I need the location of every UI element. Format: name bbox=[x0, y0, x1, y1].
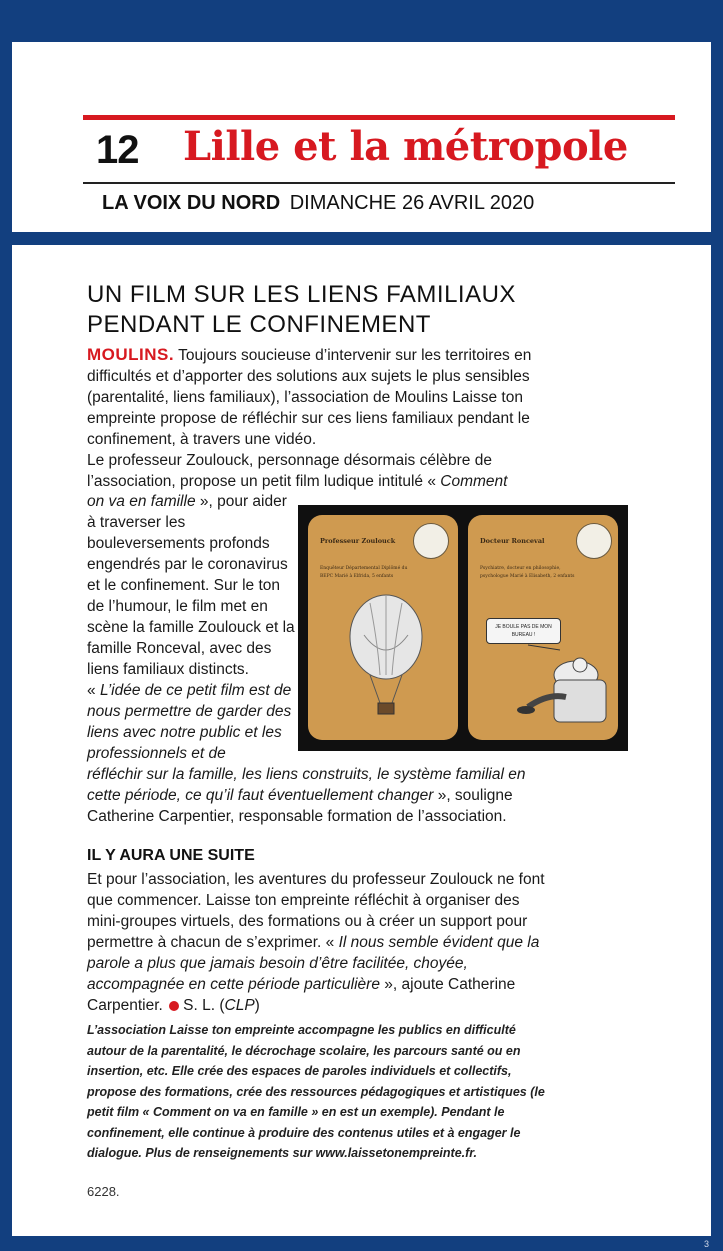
quote-1-attribution: », souligne Catherine Carpentier, responsable formation de l’association. bbox=[87, 787, 513, 825]
card-title-zoulouck: Professeur Zoulouck bbox=[320, 537, 396, 545]
hot-air-balloon-icon bbox=[308, 515, 458, 740]
paragraph-2-rest: », pour aider à traverser les bouleversements profonds engendrés par le coronavirus et le confinement. Sur le ton de l’humour, le film met en scène la famille Zoulouck et la famille Ronceval, avec des liens familiaux distincts. bbox=[87, 493, 295, 678]
frame-right bbox=[711, 0, 723, 1251]
quote-1-part-2: réfléchir sur la famille, les liens construits, le système familial en cette période, ce qu’il faut éventuellement changer bbox=[87, 766, 526, 804]
card-info-ronceval: Psychiatre, docteur en philosophie, psychologue Marié à Elisabeth, 2 enfants bbox=[480, 566, 575, 579]
publication-date: DIMANCHE 26 AVRIL 2020 bbox=[289, 192, 535, 214]
header-divider bbox=[83, 182, 675, 184]
film-title-part-1: Comment bbox=[440, 473, 508, 490]
subheading: IL Y AURA UNE SUITE bbox=[87, 847, 255, 864]
film-title-part-2: on va en famille bbox=[87, 493, 196, 510]
paragraph-1: Toujours soucieuse d’intervenir sur les territoires en difficultés et d’apporter des solutions aux sujets le plus sensibles (parentalité, liens familiaux), l’association de Moulins Laisse ton empreinte propose de réfléchir sur ces liens familiaux pendant le confinement, à travers une vidéo. bbox=[87, 347, 532, 448]
article-ending bbox=[87, 869, 547, 1016]
seated-doctor-illustration-icon bbox=[468, 515, 618, 740]
film-still-photo bbox=[298, 505, 628, 751]
quote-open: « bbox=[87, 682, 100, 699]
signature-agency: CLP bbox=[224, 997, 255, 1014]
character-card-zoulouck bbox=[308, 515, 458, 740]
article-column bbox=[87, 491, 299, 764]
quote-2-attribution: », ajoute Catherine Carpentier. bbox=[87, 976, 516, 1014]
signature bbox=[183, 997, 260, 1014]
quote-1-part-1: L’idée de ce petit film est de nous permettre de garder des liens avec notre public et les professionnels et de bbox=[87, 682, 292, 762]
frame-left bbox=[0, 0, 12, 1251]
article-continuation bbox=[87, 764, 547, 827]
frame-bottom bbox=[0, 1236, 723, 1251]
speech-bubble: JE BOULE PAS DE MON BUREAU ! bbox=[486, 618, 561, 644]
article-headline bbox=[87, 280, 647, 340]
quote-2: Il nous semble évident que la parole a plus que jamais besoin d’être facilitée, choyée, accompagnée en cette période particulière bbox=[87, 934, 540, 993]
card-title-ronceval: Docteur Ronceval bbox=[480, 537, 545, 545]
page-index: 3 bbox=[703, 1239, 709, 1249]
article-lead bbox=[87, 344, 547, 492]
kicker: MOULINS. bbox=[87, 345, 175, 364]
section-rule bbox=[83, 115, 675, 120]
signature-close: ) bbox=[254, 997, 260, 1014]
paragraph-3: Et pour l’association, les aventures du professeur Zoulouck ne font que commencer. Laisse ton empreinte réfléchit à organiser des mini-groupes virtuels, des formations ou à créer un support pour permettre à chacun de s’exprimer. « bbox=[87, 871, 545, 951]
paragraph-2-start: Le professeur Zoulouck, personnage désormais célèbre de l’association, propose un petit film ludique intitulé « bbox=[87, 452, 492, 490]
headline-line-2: PENDANT LE CONFINEMENT bbox=[87, 311, 431, 338]
signature-initials: S. L. ( bbox=[183, 997, 225, 1014]
dateline bbox=[102, 190, 534, 216]
character-card-ronceval bbox=[468, 515, 618, 740]
newspaper-name: LA VOIX DU NORD bbox=[102, 192, 281, 214]
end-bullet-icon bbox=[169, 1001, 179, 1011]
card-info-zoulouck: Enquêteur Départemental Diplômé du BEPC Marié à Elfrida, 5 enfants bbox=[320, 566, 408, 579]
page-number: 12 bbox=[96, 128, 139, 172]
frame-top bbox=[0, 0, 723, 42]
section-title: Lille et la métropole bbox=[183, 123, 628, 170]
headline-line-1: UN FILM SUR LES LIENS FAMILIAUX bbox=[87, 281, 516, 308]
association-info-box: L’association Laisse ton empreinte accompagne les publics en difficulté autour de la parentalité, le décrochage scolaire, les parcours santé ou en insertion, etc. Elle crée des espaces de paroles individuels et collectifs, propose des formations, crée des ressources pédagogiques et artistiques (le petit film « Comment on va en famille » en est un exemple). Pendant le confinement, elle continue à produire des contenus utiles et à engager le dialogue. Plus de renseignements sur www.laissetonempreinte.fr. bbox=[87, 1023, 545, 1160]
reference-code: 6228. bbox=[87, 1184, 120, 1199]
